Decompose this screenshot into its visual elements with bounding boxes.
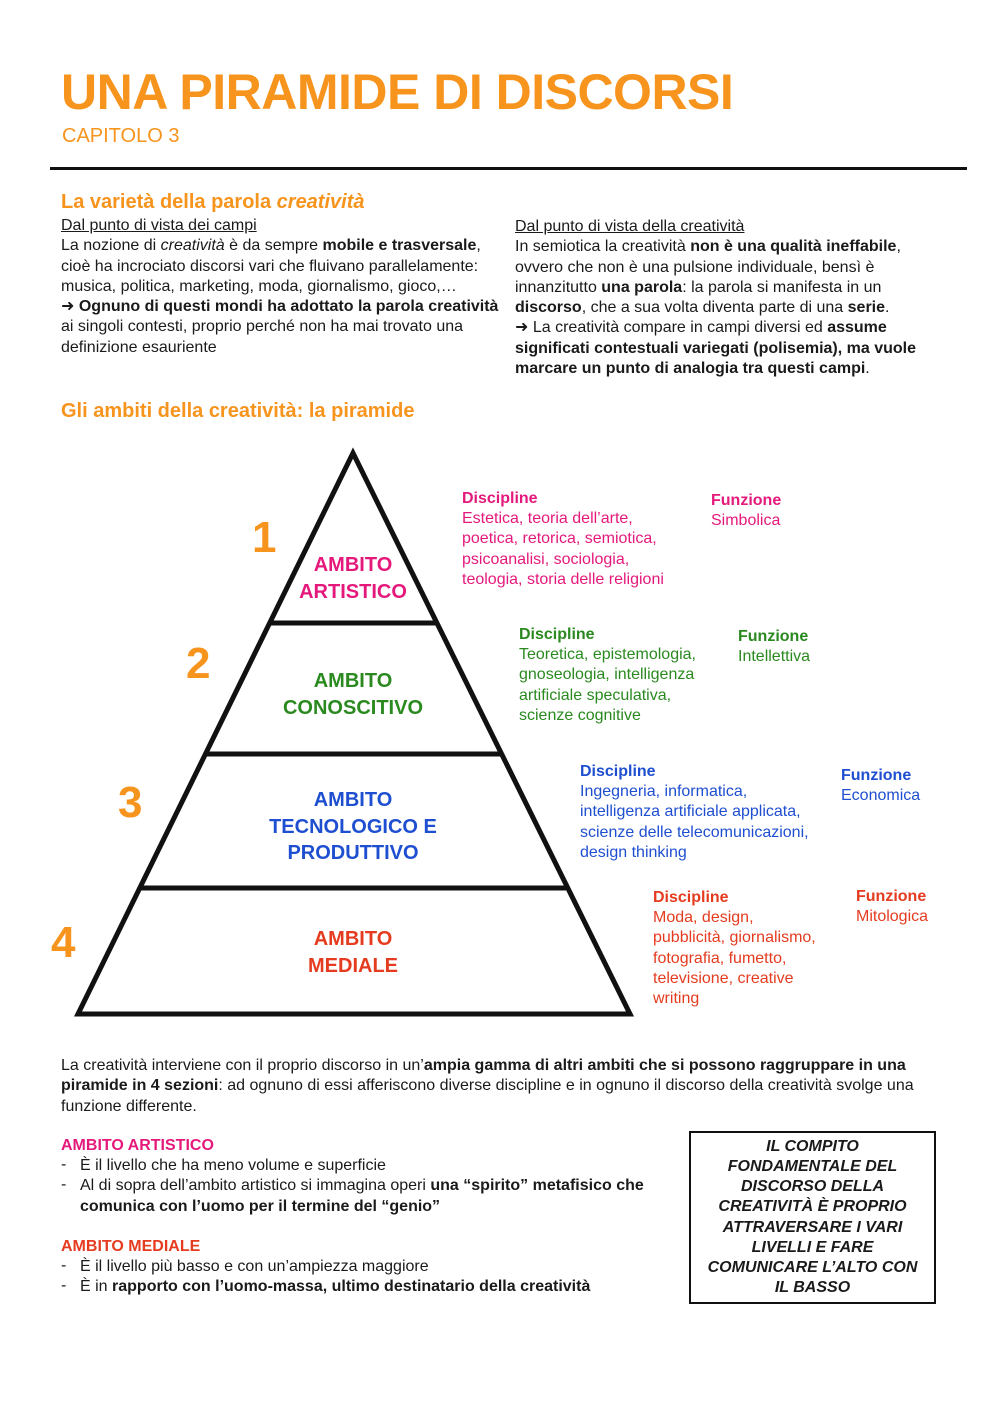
paragraph-nozione: La nozione di creatività è da sempre mobile e trasversale, cioè ha incrociato discorsi vari che fluivano parallelamente: musica, politica, marketing, moda, giornalismo, gioco,… xyxy=(61,237,481,295)
notes-heading-mediale: AMBITO MEDIALE xyxy=(61,1238,201,1255)
paragraph-intro: La creatività interviene con il proprio discorso in un’ampia gamma di altri ambiti che si possono raggruppare in una piramide in 4 sezioni: ad ognuno di essi afferiscono diverse discipline e in ognuno il discorso della creatività svolge una funzione differente. xyxy=(61,1057,914,1115)
disciplines-tecnologico: Discipline Ingegneria, informatica, intelligenza artificiale applicata, scienze delle telecomunicazioni, design thinking xyxy=(580,763,809,861)
list-item: - Al di sopra dell’ambito artistico si immagina operi una “spirito” metafisico che comunica con l’uomo per il termine del “genio” xyxy=(61,1176,644,1215)
disciplines-mediale: Discipline Moda, design, pubblicità, giornalismo, fotografia, fumetto, televisione, creative writing xyxy=(653,889,816,1008)
level-name-artistico: AMBITO ARTISTICO xyxy=(299,554,407,603)
section-heading-varieta: La varietà della parola creatività xyxy=(61,191,365,213)
function-mediale: Funzione Mitologica xyxy=(856,888,929,926)
level-name-conoscitivo: AMBITO CONOSCITIVO xyxy=(282,670,423,719)
notes-heading-artistico: AMBITO ARTISTICO xyxy=(61,1137,214,1154)
level-name-tecnologico: AMBITO TECNOLOGICO E PRODUTTIVO xyxy=(269,789,437,864)
function-artistico: Funzione Simbolica xyxy=(711,492,782,530)
section-heading-piramide: Gli ambiti della creatività: la piramide xyxy=(61,400,415,422)
chapter-subtitle: CAPITOLO 3 xyxy=(62,125,180,147)
paragraph-polisemia: ➜ La creatività compare in campi diversi ed assume significati contestuali variegati (polisemia), ma vuole marcare un punto di analogia tra questi campi. xyxy=(515,319,916,378)
level-number-3: 3 xyxy=(118,778,143,827)
level-number-4: 4 xyxy=(51,918,76,967)
disciplines-artistico: Discipline Estetica, teoria dell’arte, poetica, retorica, semiotica, psicoanalisi, sociologia, teologia, storia delle religioni xyxy=(462,490,664,588)
list-item: - È il livello che ha meno volume e superficie xyxy=(61,1156,386,1174)
disciplines-conoscitivo: Discipline Teoretica, epistemologia, gnoseologia, intelligenza artificiale speculativa, scienze cognitive xyxy=(519,626,696,724)
caption-campi: Dal punto di vista dei campi xyxy=(61,217,257,234)
level-name-mediale: AMBITO MEDIALE xyxy=(308,928,398,977)
list-item: - È il livello più basso e con un’ampiezza maggiore xyxy=(61,1257,429,1275)
callout-box xyxy=(689,1131,936,1304)
column-campi xyxy=(61,216,501,358)
paragraph-mondi: ➜ Ognuno di questi mondi ha adottato la parola creatività ai singoli contesti, proprio perché non ha mai trovato una definizione esauriente xyxy=(61,298,499,356)
notes-mediale xyxy=(61,1237,661,1298)
level-number-1: 1 xyxy=(252,513,277,562)
header-divider xyxy=(50,167,967,170)
list-item: - È in rapporto con l’uomo-massa, ultimo destinatario della creatività xyxy=(61,1277,591,1296)
caption-creativita: Dal punto di vista della creatività xyxy=(515,218,745,235)
notes-artistico xyxy=(61,1136,661,1217)
page-title: UNA PIRAMIDE DI DISCORSI xyxy=(61,64,734,120)
level-number-2: 2 xyxy=(186,639,211,688)
column-creativita xyxy=(515,217,945,379)
function-tecnologico: Funzione Economica xyxy=(841,767,921,805)
callout-text: IL COMPITO FONDAMENTALE DEL DISCORSO DELLA CREATIVITÀ È PROPRIO ATTRAVERSARE I VARI LIVELLI E FARE COMUNICARE L’ALTO CON IL BASSO xyxy=(707,1137,918,1297)
paragraph-semiotica: In semiotica la creatività non è una qualità ineffabile, ovvero che non è una pulsione individuale, bensì è innanzitutto una parola: la parola si manifesta in un discorso, che a sua volta diventa parte di una serie. xyxy=(515,238,901,317)
function-conoscitivo: Funzione Intellettiva xyxy=(738,628,811,666)
